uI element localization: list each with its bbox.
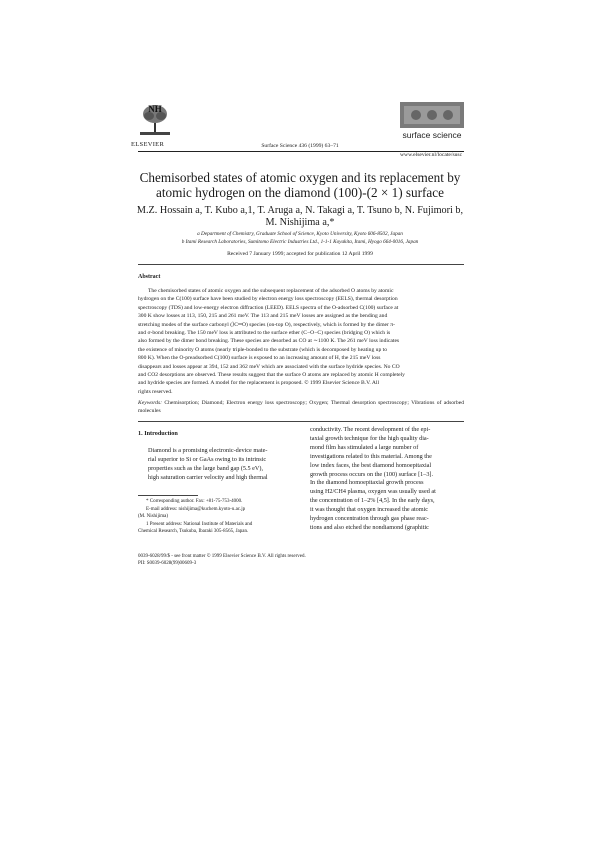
copyright-line: 0039-6028/99/$ - see front matter © 1999 Elsevier Science B.V. All rights reserved. bbox=[138, 554, 306, 559]
body-line: mond film has stimulated a large number of bbox=[310, 443, 419, 451]
affiliation-b: b Itami Research Laboratories, Sumitomo Electric Industries Ltd., 1-1-1 Koyakita, Itami, Hyogo 664-0016, Japan bbox=[181, 239, 419, 245]
body-line: low index faces, the best diamond homoepitaxial bbox=[310, 461, 432, 469]
body-line: rial superior to Si or GaAs owing to its intrinsic bbox=[148, 455, 267, 463]
body-line: it was thought that oxygen increased the atomic bbox=[310, 506, 429, 514]
journal-reference: Surface Science 436 (1999) 63–71 bbox=[261, 143, 339, 149]
abstract-line: spectroscopy (TDS) and low-energy electron diffraction (LEED). EELS spectra of the O-adsorbed C(100) surface at bbox=[138, 304, 399, 311]
authors-line-2: M. Nishijima a,* bbox=[265, 217, 335, 228]
svg-text:surface science: surface science bbox=[402, 130, 462, 140]
footnote-corresponding: * Corresponding author. Fax: +81-75-753-4000. bbox=[146, 499, 243, 504]
abstract-line: 300 K show losses at 113, 150, 215 and 261 meV. The 113 and 215 meV losses are assigned as the bending and bbox=[138, 313, 388, 320]
abstract-top-rule bbox=[138, 264, 464, 265]
keywords bbox=[138, 399, 464, 416]
abstract-line: the existence of minority O atoms (nearly triple-bonded to the substrate (which is decomposed by heating up to bbox=[138, 346, 388, 353]
keywords-text: Chemisorption; Diamond; Electron energy loss spectroscopy; Oxygen; Thermal desorption spectroscopy; Vibrations of adsorbed molecules bbox=[138, 400, 465, 415]
pii-line: PII: S0039-6028(99)00609-3 bbox=[138, 561, 197, 567]
body-line: investigations related to this material. Among the bbox=[310, 452, 432, 460]
body-line: using H2/CH4 plasma, oxygen was usually used at bbox=[310, 488, 436, 496]
journal-url[interactable]: www.elsevier.nl/locate/susc bbox=[400, 152, 463, 158]
body-line: Diamond is a promising electronic-device mate- bbox=[148, 447, 268, 454]
abstract-heading: Abstract bbox=[138, 274, 161, 280]
authors-line-1: M.Z. Hossain a, T. Kubo a,1, T. Aruga a, N. Takagi a, T. Tsuno b, N. Fujimori b, bbox=[136, 205, 464, 216]
abstract-body bbox=[138, 287, 464, 396]
abstract-line: disappears and losses appear at 394, 152 and 362 meV which are associated with the surface hydride species. No CO bbox=[138, 363, 400, 370]
abstract-line: and hydride species are formed. A model for the replacement is proposed. © 1999 Elsevier Science B.V. All bbox=[138, 380, 380, 387]
title-line-2: atomic hydrogen on the diamond (100)-(2 × 1) surface bbox=[156, 185, 444, 200]
title-line-1: Chemisorbed states of atomic oxygen and its replacement by bbox=[139, 170, 461, 185]
abstract-line: The chemisorbed states of atomic oxygen and the subsequent replacement of the adsorbed O atoms by atomic bbox=[148, 288, 394, 294]
elsevier-tree-icon bbox=[138, 102, 172, 140]
abstract-line: and σ-bond breaking. The 150 meV loss is attributed to the surface ether (C−O−C) species (bridging O) which is bbox=[138, 330, 391, 337]
intro-left-column bbox=[138, 447, 296, 483]
footnote-rule bbox=[138, 495, 198, 496]
abstract-bottom-rule bbox=[138, 421, 464, 422]
body-line: the concentration of 1–2% [4,5]. In the early days, bbox=[310, 497, 435, 505]
elsevier-logo bbox=[138, 102, 172, 140]
author-list bbox=[0, 205, 600, 229]
body-line: tions and also etched the nondiamond (graphitic bbox=[310, 523, 429, 531]
journal-logo bbox=[400, 102, 464, 144]
keywords-label: Keywords: bbox=[138, 400, 163, 406]
abstract-line: rights reserved. bbox=[138, 388, 173, 395]
section-heading: 1. Introduction bbox=[138, 430, 178, 437]
footnote-email-name: (M. Nishijima) bbox=[138, 514, 168, 520]
intro-right-column bbox=[310, 426, 464, 533]
body-line: taxial growth technique for the high quality dia- bbox=[310, 434, 429, 442]
abstract-line: hydrogen on the C(100) surface have been studied by electron energy loss spectroscopy (EELS), thermal desorption bbox=[138, 296, 398, 303]
abstract-line: stretching modes of the surface carbonyl (⟩C═O) species (on-top O), respectively, which is formed by the dimer π- bbox=[138, 321, 395, 328]
paper-title bbox=[0, 170, 600, 200]
copyright-info bbox=[138, 553, 306, 568]
body-line: conductivity. The recent development of the epi- bbox=[310, 426, 431, 433]
footnote-present-address-cont: Chemical Research, Tsukuba, Ibaraki 305-8565, Japan. bbox=[138, 529, 249, 535]
affiliation-a: a Department of Chemistry, Graduate School of Science, Kyoto University, Kyoto 606-8502, Japan bbox=[197, 231, 403, 237]
body-line: growth process occurs on the (100) surface [1–3]. bbox=[310, 470, 434, 478]
abstract-line: 800 K). When the O-preadsorbed C(100) surface is exposed to an increasing amount of H, the 215 meV loss bbox=[138, 355, 381, 362]
footnote-email[interactable]: E-mail address: nishijima@kuchem.kyoto-u.ac.jp bbox=[146, 506, 246, 512]
abstract-line: and CO2 desorptions are observed. These results suggest that the surface O atoms are replaced by atomic H completely bbox=[138, 372, 405, 379]
body-line: properties such as the large band gap (5.5 eV), bbox=[148, 464, 264, 472]
publisher-name: ELSEVIER bbox=[131, 141, 165, 148]
body-line: hydrogen concentration through gas phase reac- bbox=[310, 515, 429, 523]
body-line: high saturation carrier velocity and high thermal bbox=[148, 473, 268, 481]
footnotes bbox=[138, 498, 296, 536]
svg-text:NH: NH bbox=[148, 104, 162, 114]
body-line: In the diamond homoepitaxial growth process bbox=[310, 479, 424, 487]
abstract-line: also formed by the dimer bond breaking. These species are desorbed as CO at ∼1100 K. The 261 meV loss indicates bbox=[138, 338, 400, 345]
footnote-present-address: 1 Present address: National Institute of Materials and bbox=[146, 521, 253, 527]
received-date: Received 7 January 1999; accepted for publication 12 April 1999 bbox=[227, 251, 373, 257]
